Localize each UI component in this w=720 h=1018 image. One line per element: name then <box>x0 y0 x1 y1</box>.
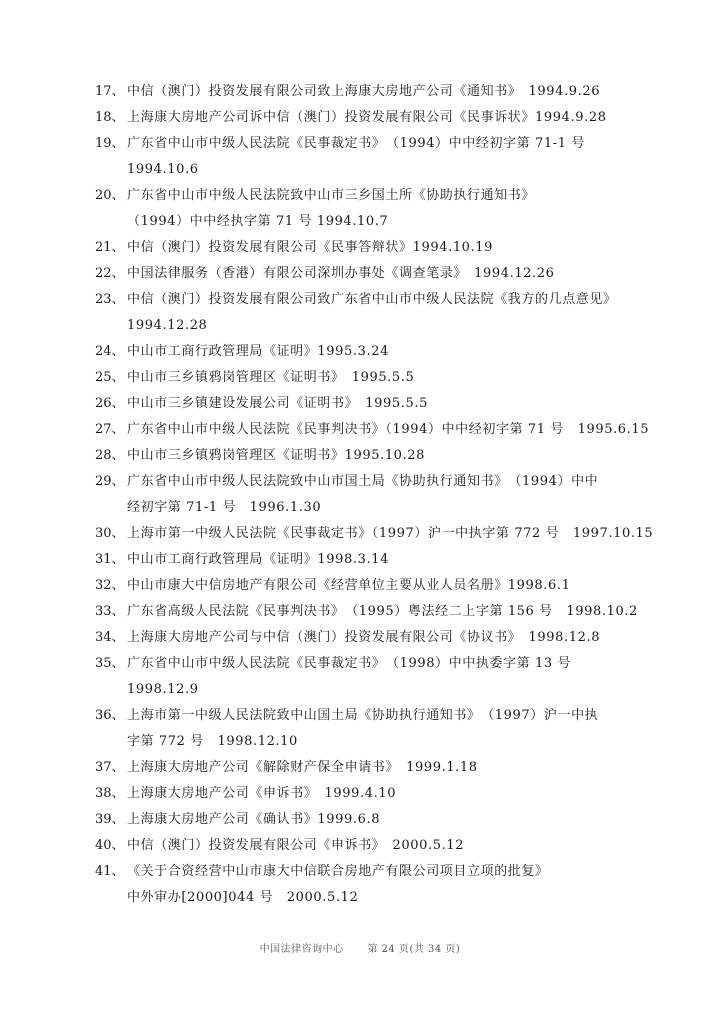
footer-organization: 中国法律咨询中心 <box>259 944 344 955</box>
list-item <box>95 807 655 833</box>
entry-number: 40、 <box>95 838 125 853</box>
entry-number: 22、 <box>95 266 125 281</box>
page-footer <box>0 940 720 955</box>
entry-text: 中山市三乡镇鸦岗管理区《证明书》1995.10.28 <box>127 448 426 463</box>
list-item <box>95 833 655 859</box>
entry-number: 24、 <box>95 344 125 359</box>
entry-text: 广东省中山市中级人民法院《民事裁定书》 （1998）中中执委字第 13 号 1998.12.9 <box>127 656 572 697</box>
entry-text: 广东省中山市中级人民法院致中山市三乡国土所《协助执行通知书》 （1994）中中经执字第 71 号 1994.10.7 <box>127 188 536 229</box>
entry-number: 30、 <box>95 526 125 541</box>
entry-number: 17、 <box>95 84 125 99</box>
entry-text: 广东省中山市中级人民法院致中山市国土局《协助执行通知书》 （1994）中中 经初字第 71-1 号 1996.1.30 <box>127 474 599 515</box>
document-list <box>95 79 655 911</box>
entry-text: 中国法律服务（香港）有限公司深圳办事处《调查笔录》 1994.12.26 <box>127 266 555 281</box>
entry-number: 21、 <box>95 240 125 255</box>
entry-text: 上海康大房地产公司与中信（澳门）投资发展有限公司《协议书》 1998.12.8 <box>127 630 601 645</box>
entry-number: 20、 <box>95 188 125 203</box>
list-item <box>95 339 655 365</box>
list-item <box>95 391 655 417</box>
entry-number: 31、 <box>95 552 125 567</box>
list-item <box>95 287 655 339</box>
list-item <box>95 599 655 625</box>
list-item <box>95 183 655 235</box>
entry-number: 37、 <box>95 760 125 775</box>
list-item <box>95 417 655 443</box>
entry-number: 27、 <box>95 422 125 437</box>
entry-text: 中信（澳门）投资发展有限公司《申诉书》 2000.5.12 <box>127 838 465 853</box>
entry-text: 广东省中山市中级人民法院《民事裁定书》 （1994）中中经初字第 71-1 号 1994.10.6 <box>127 136 585 177</box>
entry-text: 上海市第一中级人民法院致中山国土局《协助执行通知书》 （1997）沪一中执 字第 772 号 1998.12.10 <box>127 708 599 749</box>
list-item <box>95 105 655 131</box>
entry-number: 39、 <box>95 812 125 827</box>
entry-text: 中山市工商行政管理局《证明》1998.3.14 <box>127 552 389 567</box>
entry-number: 35、 <box>95 656 125 671</box>
entry-text: 广东省高级人民法院《民事判决书》 （1995）粤法经二上字第 156 号 1998.10.2 <box>127 604 638 619</box>
list-item <box>95 781 655 807</box>
entry-text: 上海康大房地产公司《确认书》1999.6.8 <box>127 812 381 827</box>
list-item <box>95 365 655 391</box>
entry-text: 中山市三乡镇建设发展公司《证明书》 1995.5.5 <box>127 396 428 411</box>
entry-number: 28、 <box>95 448 125 463</box>
entry-text: 上海康大房地产公司《解除财产保全申请书》 1999.1.18 <box>127 760 478 775</box>
entry-number: 34、 <box>95 630 125 645</box>
list-item <box>95 651 655 703</box>
list-item <box>95 261 655 287</box>
list-item <box>95 521 655 547</box>
entry-number: 32、 <box>95 578 125 593</box>
list-item <box>95 755 655 781</box>
entry-text: 《关于合资经营中山市康大中信联合房地产有限公司项目立项的批复》 中外审办[2000]044 号 2000.5.12 <box>127 864 549 905</box>
entry-text: 广东省中山市中级人民法院《民事判决书》（1994）中中经初字第 71 号 1995.6.15 <box>127 422 650 437</box>
entry-text: 上海康大房地产公司《申诉书》 1999.4.10 <box>127 786 397 801</box>
list-item <box>95 235 655 261</box>
entry-number: 23、 <box>95 292 125 307</box>
entry-number: 18、 <box>95 110 125 125</box>
list-item <box>95 625 655 651</box>
list-item <box>95 859 655 911</box>
entry-text: 中信（澳门）投资发展有限公司《民事答辩状》1994.10.19 <box>127 240 494 255</box>
list-item <box>95 79 655 105</box>
entry-number: 41、 <box>95 864 125 879</box>
list-item <box>95 131 655 183</box>
footer-page-number: 第 24 页(共 34 页) <box>367 944 461 955</box>
entry-text: 上海市第一中级人民法院《民事裁定书》（1997）沪一中执字第 772 号 1997.10.15 <box>127 526 654 541</box>
entry-text: 上海康大房地产公司诉中信（澳门）投资发展有限公司《民事诉状》1994.9.28 <box>127 110 607 125</box>
entry-number: 25、 <box>95 370 125 385</box>
entry-text: 中信（澳门）投资发展有限公司致广东省中山市中级人民法院《我方的几点意见》 1994.12.28 <box>127 292 617 333</box>
entry-number: 19、 <box>95 136 125 151</box>
entry-text: 中山市康大中信房地产有限公司《经营单位主要从业人员名册》1998.6.1 <box>127 578 571 593</box>
list-item <box>95 703 655 755</box>
entry-number: 33、 <box>95 604 125 619</box>
entry-text: 中信（澳门）投资发展有限公司致上海康大房地产公司《通知书》 1994.9.26 <box>127 84 601 99</box>
entry-number: 38、 <box>95 786 125 801</box>
entry-number: 26、 <box>95 396 125 411</box>
entry-text: 中山市三乡镇鸦岗管理区《证明书》 1995.5.5 <box>127 370 415 385</box>
entry-number: 36、 <box>95 708 125 723</box>
entry-text: 中山市工商行政管理局《证明》1995.3.24 <box>127 344 389 359</box>
list-item <box>95 547 655 573</box>
list-item <box>95 469 655 521</box>
list-item <box>95 443 655 469</box>
list-item <box>95 573 655 599</box>
entry-number: 29、 <box>95 474 125 489</box>
